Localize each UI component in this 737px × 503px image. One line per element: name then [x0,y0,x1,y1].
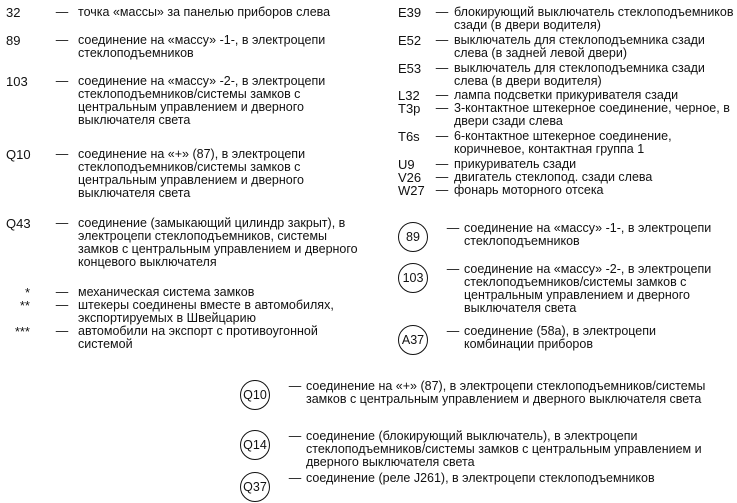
entry-description: соединение (блокирующий выключатель), в электроцепи стеклоподъемников/системы замков с центральным управлением и дверного выключателя света [306,429,702,469]
connection-point-circle: 103 [398,263,428,293]
entry-dash: — [55,74,69,88]
entry-description: соединение на «+» (87), в электроцепи стеклоподъемников/системы замков с центральным управлением и дверного выключателя света [306,379,706,406]
entry-dash: — [55,285,69,299]
entry-description: выключатель для стеклоподъемника сзади слева (в двери водителя) [454,61,705,88]
legend-entry-32 [6,6,368,19]
entry-description: двигатель стеклопод. сзади слева [454,170,653,184]
legend-entry-89 [6,34,368,60]
entry-dash: — [435,157,449,171]
entry-description: соединение (реле J261), в электроцепи стеклоподъемников [306,471,655,485]
entry-code: W27 [398,183,425,198]
entry-dash: — [55,33,69,47]
entry-code: 32 [6,5,21,20]
legend-entry-w27 [398,184,734,197]
entry-code: E52 [398,33,422,48]
entry-code: T3p [398,101,421,116]
entry-description: штекеры соединены вместе в автомобилях, экспортируемых в Швейцарию [78,298,334,325]
legend-entry-t3p [398,102,734,128]
connection-point-circle: 89 [398,222,428,252]
legend-entry-circled-q37 [240,472,737,502]
legend-entry-q43 [6,217,368,269]
legend-entry-q10 [6,148,368,200]
entry-code: V26 [398,170,422,185]
legend-entry-circled-q14 [240,430,737,469]
entry-dash: — [55,216,69,230]
entry-code: 89 [6,33,21,48]
legend-entry-circled-a37 [398,325,726,355]
entry-code: E53 [398,61,422,76]
entry-dash: — [55,298,69,312]
legend-entry-star2 [6,299,368,325]
entry-dash: — [435,170,449,184]
entry-dash: — [435,88,449,102]
entry-description: соединение на «массу» -1-, в электроцепи стеклоподъемников [78,33,326,60]
entry-code: T6s [398,129,420,144]
connection-point-circle: Q10 [240,380,270,410]
entry-dash: — [435,33,449,47]
entry-dash: — [55,147,69,161]
entry-description: 3-контактное штекерное соединение, черное, в двери сзади слева [454,101,730,128]
legend-entry-e39 [398,6,734,32]
entry-description: 6-контактное штекерное соединение, коричневое, контактная группа 1 [454,129,672,156]
entry-code: 103 [6,74,28,89]
entry-code: ** [19,298,30,313]
legend-entry-t6s [398,130,734,156]
entry-dash: — [435,101,449,115]
entry-dash: — [446,221,460,235]
entry-code: U9 [398,157,415,172]
connection-point-circle: A37 [398,325,428,355]
entry-description: выключатель для стеклоподъемника сзади слева (в задней левой двери) [454,33,705,60]
entry-dash: — [55,324,69,338]
entry-dash: — [288,429,302,443]
entry-code: Q10 [6,147,31,162]
entry-dash: — [435,61,449,75]
entry-description: прикуриватель сзади [454,157,577,171]
entry-code: *** [14,324,30,339]
entry-description: фонарь моторного отсека [454,183,604,197]
entry-code: E39 [398,5,422,20]
entry-code: L32 [398,88,420,103]
entry-description: соединение (замыкающий цилиндр закрыт), в электроцепи стеклоподъемников, системы замков с центральным управлением и дверного концевого выключателя [78,216,358,269]
entry-description: соединение на «массу» -2-, в электроцепи стеклоподъемников/системы замков с центральным управлением и дверного выключателя света [78,74,326,127]
entry-dash: — [446,262,460,276]
entry-description: точка «массы» за панелью приборов слева [78,5,331,19]
entry-description: лампа подсветки прикуривателя сзади [454,88,679,102]
entry-description: соединение на «массу» -1-, в электроцепи стеклоподъемников [464,221,712,248]
entry-description: механическая система замков [78,285,255,299]
entry-description: соединение на «массу» -2-, в электроцепи стеклоподъемников/системы замков с центральным управлением и дверного выключателя света [464,262,712,315]
entry-dash: — [288,471,302,485]
legend-entry-e53 [398,62,734,88]
entry-description: блокирующий выключатель стеклоподъемников сзади (в двери водителя) [454,5,734,32]
connection-point-circle: Q14 [240,430,270,460]
entry-dash: — [435,129,449,143]
entry-dash: — [446,324,460,338]
legend-entry-circled-q10 [240,380,737,410]
entry-description: соединение на «+» (87), в электроцепи стеклоподъемников/системы замков с центральным управлением и дверного выключателя света [78,147,306,200]
entry-code: Q43 [6,216,31,231]
legend-entry-star3 [6,325,368,351]
legend-entry-e52 [398,34,734,60]
legend-entry-circled-89 [398,222,726,252]
legend-entry-circled-103 [398,263,726,315]
entry-description: автомобили на экспорт с противоугонной системой [78,324,318,351]
entry-dash: — [435,183,449,197]
entry-dash: — [55,5,69,19]
entry-code: * [24,285,30,300]
entry-dash: — [288,379,302,393]
entry-dash: — [435,5,449,19]
entry-description: соединение (58а), в электроцепи комбинации приборов [464,324,657,351]
legend-entry-103 [6,75,368,127]
connection-point-circle: Q37 [240,472,270,502]
